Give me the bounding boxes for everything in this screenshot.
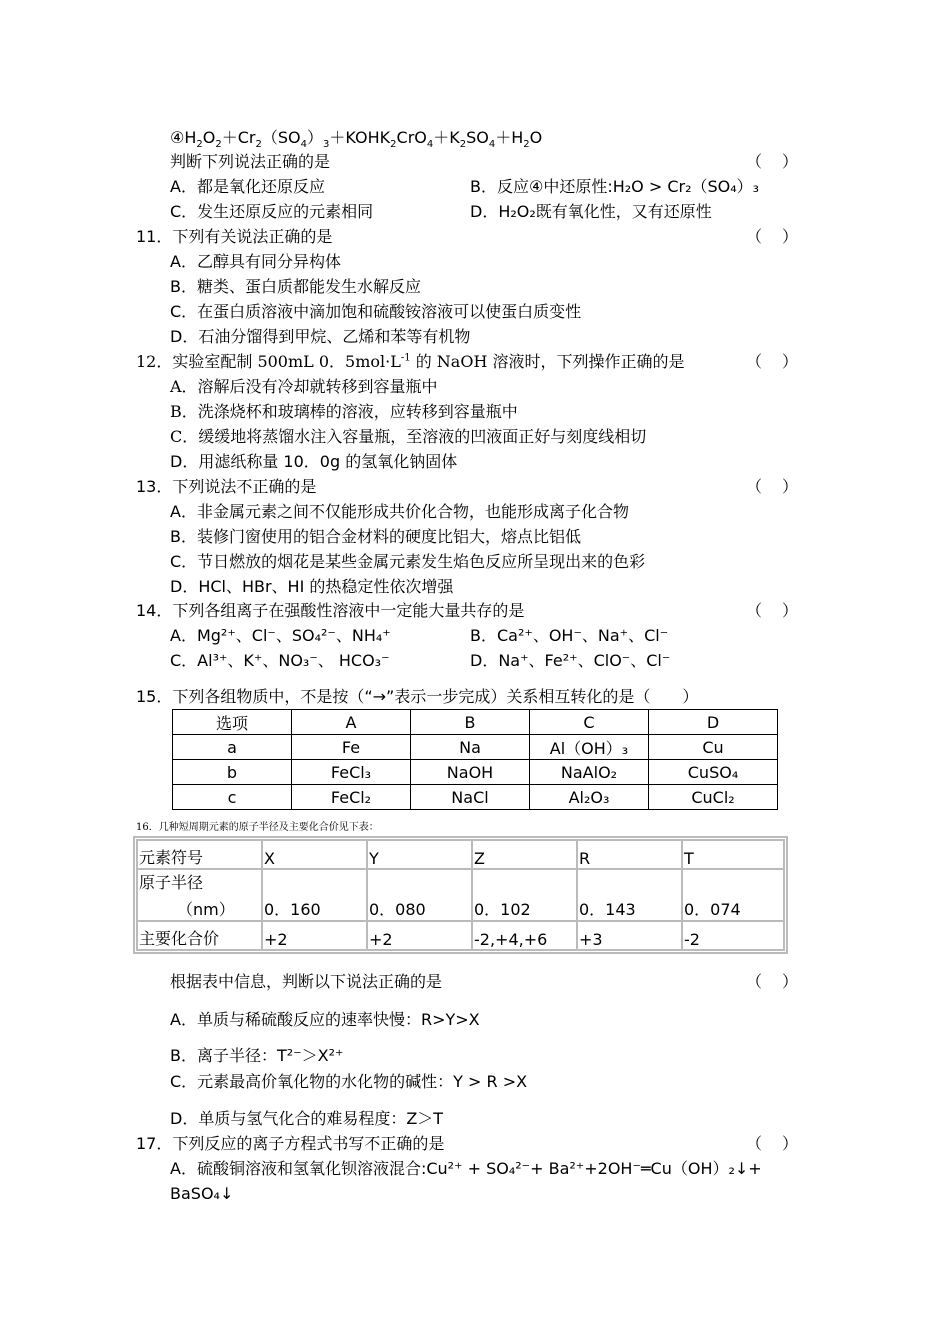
q10-option-b: B．反应④中还原性:H₂O > Cr₂（SO₄）₃ [470, 177, 760, 196]
radius-label: 原子半径 [139, 873, 204, 893]
table-cell: Z [472, 840, 577, 869]
q11-option-a: A．乙醇具有同分异构体 [170, 252, 341, 271]
table-cell: Na [411, 735, 530, 760]
table-cell: +2 [262, 921, 367, 950]
table-cell: +2 [367, 921, 472, 950]
q17-option-a-line1: A．硫酸铜溶液和氢氧化钡溶液混合:Cu²⁺ + SO₄²⁻+ Ba²⁺+2OH⁻═Cu（OH）₂↓+ [170, 1159, 762, 1178]
radius-unit: （nm） [177, 900, 235, 920]
q16-option-d: D．单质与氢气化合的难易程度：Z＞T [170, 1109, 444, 1128]
table-cell: D [649, 710, 778, 735]
q14-option-a: A．Mg²⁺、Cl⁻、SO₄²⁻、NH₄⁺ [170, 626, 391, 645]
q16-option-c: C．元素最高价氧化物的水化物的碱性：Y > R >X [170, 1072, 528, 1091]
table-row [137, 840, 784, 869]
table-row [137, 869, 784, 922]
table-row [173, 735, 778, 760]
table-cell: 0．160 [262, 869, 367, 922]
q15-stem: 15．下列各组物质中，不是按（“→”表示一步完成）关系相互转化的是（ ） [136, 687, 699, 706]
table-cell: a [173, 735, 292, 760]
table-cell: CuCl₂ [649, 785, 778, 810]
answer-paren: （ ） [746, 1134, 801, 1153]
table-cell: Al（OH）₃ [530, 735, 649, 760]
table-cell: 选项 [173, 710, 292, 735]
q11-option-c: C．在蛋白质溶液中滴加饱和硫酸铵溶液可以使蛋白质变性 [170, 302, 582, 321]
table-row [173, 760, 778, 785]
q12-option-c: C．缓缓地将蒸馏水注入容量瓶，至溶液的凹液面正好与刻度线相切 [170, 427, 647, 446]
table-cell: 0．080 [367, 869, 472, 922]
q10-option-c: C．发生还原反应的元素相同 [170, 202, 374, 221]
table-cell: Al₂O₃ [530, 785, 649, 810]
q11-option-d: D．石油分馏得到甲烷、乙烯和苯等有机物 [170, 327, 471, 346]
q14-option-b: B．Ca²⁺、OH⁻、Na⁺、Cl⁻ [470, 626, 669, 645]
table-cell: A [292, 710, 411, 735]
q11-stem: 11．下列有关说法正确的是 [136, 227, 333, 246]
answer-paren: （ ） [746, 972, 801, 991]
q16-title: 16．几种短周期元素的原子半径及主要化合价见下表： [136, 822, 379, 833]
reaction-4-equation: $④H_2O_2+Cr_2(SO_4)_3+KOHK_2CrO_4+K_2SO_4+H_2O$ [170, 128, 543, 151]
table-cell: +3 [577, 921, 682, 950]
table-cell: b [173, 760, 292, 785]
table-cell: C [530, 710, 649, 735]
q13-option-d: D．HCl、HBr、HI 的热稳定性依次增强 [170, 577, 454, 596]
table-cell: B [411, 710, 530, 735]
table-cell: CuSO₄ [649, 760, 778, 785]
q16-option-a: A．单质与稀硫酸反应的速率快慢：R>Y>X [170, 1010, 480, 1029]
q13-option-c: C．节日燃放的烟花是某些金属元素发生焰色反应所呈现出来的色彩 [170, 552, 646, 571]
q15-table [172, 709, 778, 810]
table-cell: T [682, 840, 784, 869]
table-cell: R [577, 840, 682, 869]
q12-stem: 12．实验室配制 500mL 0．$5mol\cdot L^{-1}$ 的 NaOH 溶液时，下列操作正确的是 [136, 352, 685, 371]
answer-paren: （ ） [746, 477, 801, 496]
q10-option-d: D．H₂O₂既有氧化性，又有还原性 [470, 202, 712, 221]
q17-stem: 17．下列反应的离子方程式书写不正确的是 [136, 1134, 445, 1153]
q12-option-a: A．溶解后没有冷却就转移到容量瓶中 [170, 377, 438, 396]
table-cell: NaAlO₂ [530, 760, 649, 785]
q17-option-a-line2: BaSO₄↓ [170, 1184, 234, 1203]
table-row [173, 785, 778, 810]
table-cell: 0．143 [577, 869, 682, 922]
table-cell: -2,+4,+6 [472, 921, 577, 950]
table-cell: Y [367, 840, 472, 869]
answer-paren: （ ） [746, 352, 801, 371]
q10-option-a: A．都是氧化还原反应 [170, 177, 325, 196]
q12-option-b: B．洗涤烧杯和玻璃棒的溶液，应转移到容量瓶中 [170, 402, 518, 421]
answer-paren: （ ） [746, 227, 801, 246]
table-row [137, 921, 784, 950]
table-cell: Cu [649, 735, 778, 760]
table-cell: -2 [682, 921, 784, 950]
q13-stem: 13．下列说法不正确的是 [136, 477, 317, 496]
table-cell: 0．074 [682, 869, 784, 922]
q16-stem: 根据表中信息，判断以下说法正确的是 [170, 972, 443, 991]
q13-option-b: B．装修门窗使用的铝合金材料的硬度比铝大，熔点比铝低 [170, 527, 581, 546]
table-cell: NaCl [411, 785, 530, 810]
q14-option-d: D．Na⁺、Fe²⁺、ClO⁻、Cl⁻ [470, 651, 671, 670]
table-cell: c [173, 785, 292, 810]
q10-stem: 判断下列说法正确的是 [170, 152, 331, 171]
table-row [173, 710, 778, 735]
q14-stem: 14．下列各组离子在强酸性溶液中一定能大量共存的是 [136, 601, 525, 620]
table-cell: Fe [292, 735, 411, 760]
q13-option-a: A．非金属元素之间不仅能形成共价化合物，也能形成离子化合物 [170, 502, 629, 521]
q16-table [136, 839, 785, 951]
table-cell: 0．102 [472, 869, 577, 922]
q16-table-frame [133, 836, 788, 954]
table-cell: 主要化合价 [137, 921, 262, 950]
table-cell: 元素符号 [137, 840, 262, 869]
table-cell: FeCl₂ [292, 785, 411, 810]
table-cell: NaOH [411, 760, 530, 785]
table-cell: FeCl₃ [292, 760, 411, 785]
table-cell [137, 869, 262, 922]
answer-paren: （ ） [746, 601, 801, 620]
q14-option-c: C．Al³⁺、K⁺、NO₃⁻、 HCO₃⁻ [170, 651, 390, 670]
q12-option-d: D．用滤纸称量 10．0g 的氢氧化钠固体 [170, 452, 458, 471]
answer-paren: （ ） [746, 152, 801, 171]
q11-option-b: B．糖类、蛋白质都能发生水解反应 [170, 277, 421, 296]
q16-option-b: B．离子半径：T²⁻＞X²⁺ [170, 1046, 344, 1065]
table-cell: X [262, 840, 367, 869]
